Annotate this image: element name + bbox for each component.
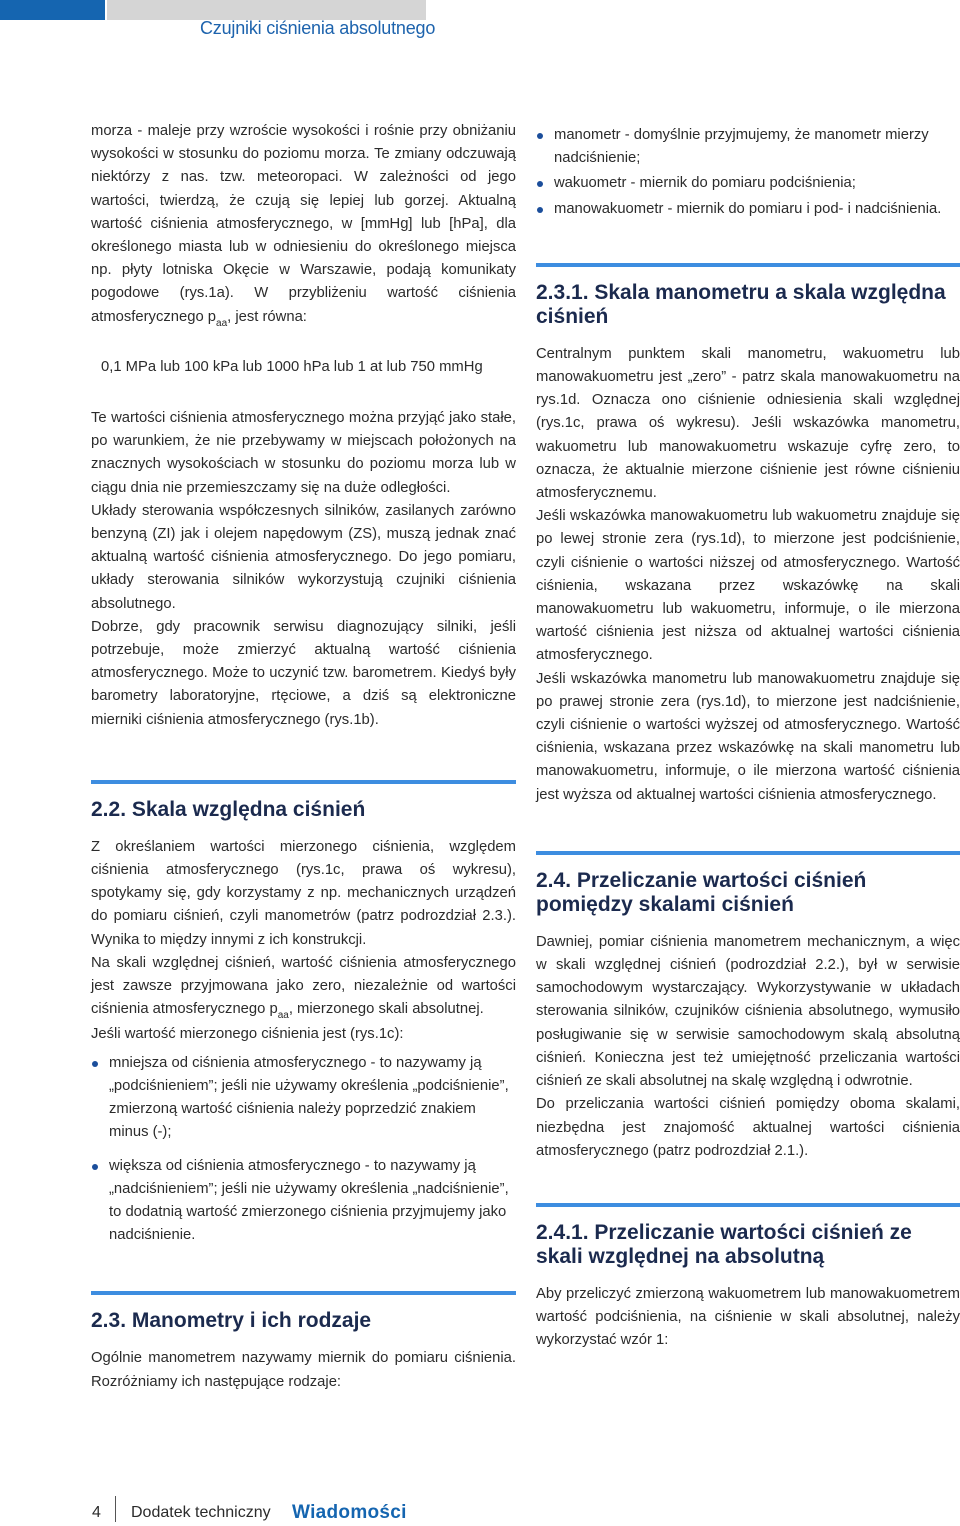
left-column bbox=[91, 120, 516, 1394]
section-rule bbox=[536, 263, 960, 267]
footer-brand-logo: Wiadomości bbox=[292, 1502, 407, 1523]
footer-title: Dodatek techniczny bbox=[131, 1504, 271, 1521]
section-rule bbox=[536, 1203, 960, 1207]
section-heading-2-2: 2.2. Skala względna ciśnień bbox=[91, 797, 366, 821]
section-rule bbox=[536, 851, 960, 855]
paragraph: Jeśli wskazówka manowakuometru lub wakuometru znajduje się po lewej stronie zera (rys.1d), to mierzone jest podciśnienie, czyli ciśnienie o wartości niższej od atmosferycznego. Wartość ciśnienia, wskazana przez wskazówkę na skali manowakuometru lub wakuometru, informuje, o ile mierzona wartość ciśnienia jest niższa od aktualnej wartości ciśnienia atmosferycznego. bbox=[536, 508, 960, 664]
paragraph: Ogólnie manometrem nazywamy miernik do pomiaru ciśnienia. Rozróżniamy ich następujące rodzaje: bbox=[91, 1350, 516, 1390]
paragraph: Dobrze, gdy pracownik serwisu diagnozujący silniki, jeśli potrzebuje, może zmierzyć aktualną wartość ciśnienia atmosferycznego. Może to uczynić tzw. barometrem. Kiedyś były barometry laboratoryjne, rtęciowe, a dziś są elektroniczne mierniki ciśnienia atmosferycznego (rys.1b). bbox=[91, 618, 516, 728]
section-rule bbox=[91, 1291, 516, 1295]
section-heading-2-4: 2.4. Przeliczanie wartości ciśnień pomiędzy skalami ciśnień bbox=[536, 868, 867, 916]
list-item: wakuometr - miernik do pomiaru podciśnienia; bbox=[536, 172, 960, 195]
paragraph: Aby przeliczyć zmierzoną wakuometrem lub manowakuometrem wartość podciśnienia, na ciśnienie w skali absolutnej, należy wykorzystać wzór 1: bbox=[536, 1285, 960, 1349]
page-footer bbox=[0, 1492, 960, 1526]
paragraph: Dawniej, pomiar ciśnienia manometrem mechanicznym, a więc w skali względnej ciśnień (podrozdział 2.2.), był w serwisie samochodowym wystarczający. Wykorzystywanie w układach sterowania silników, czujników ciśnienia absolutnego, wymusiło posługiwanie się w serwisie samochodowym skalą absolutną ciśnień. Konieczna jest też umiejętność przeliczania wartości ciśnień ze skali absolutnej na skalę względną i odwrotnie. bbox=[536, 933, 960, 1090]
paragraph bbox=[91, 120, 516, 330]
list-item: manometr - domyślnie przyjmujemy, że manometr mierzy nadciśnienie; bbox=[536, 124, 960, 170]
subscript: aa bbox=[277, 1010, 289, 1022]
paragraph-text: , mierzonego skali absolutnej. bbox=[288, 1001, 484, 1018]
formula: 0,1 MPa lub 100 kPa lub 1000 hPa lub 1 at lub 750 mmHg bbox=[101, 358, 483, 375]
footer-divider bbox=[115, 1496, 116, 1522]
subscript: aa bbox=[216, 317, 228, 329]
right-column bbox=[536, 120, 960, 1353]
paragraph: Jeśli wartość mierzonego ciśnienia jest (rys.1c): bbox=[91, 1025, 404, 1042]
list-item: mniejsza od ciśnienia atmosferycznego - to nazywamy ją „podciśnieniem”; jeśli nie używamy określenia „podciśnienie”, zmierzoną wartość ciśnienia należy poprzedzić znakiem minus (-); bbox=[91, 1052, 516, 1145]
header-tab-bar bbox=[0, 0, 426, 20]
bullet-list bbox=[536, 124, 960, 221]
paragraph-text: morza - maleje przy wzroście wysokości i rośnie przy obniżaniu wysokości w stosunku do poziomu morza. Te zmiany odczuwają niektórzy z nas. tzw. meteoropaci. W zależności od jego wartości, twierdzą, że czują się lepiej lub gorzej. Aktualną wartość ciśnienia atmosferycznego, w [mmHg] lub [hPa], dla określonego miasta lub w odniesieniu do określonego miejsca np. płyty lotniska Okęcie w Warszawie, podają komunikaty pogodowe (rys.1a). W przybliżeniu wartość ciśnienia atmosferycznego p bbox=[91, 123, 516, 325]
paragraph: Jeśli wskazówka manometru lub manowakuometru znajduje się po prawej stronie zera (rys.1d), to mierzone jest nadciśnienie, czyli ciśnienie o wartości wyższej od atmosferycznego. Wartość ciśnienia, wskazana przez wskazówkę na skali manometru lub manowakuometru, informuje, o ile mierzona wartość ciśnienia jest wyższa od aktualnej wartości ciśnienia atmosferycznego. bbox=[536, 670, 960, 803]
page-number: 4 bbox=[92, 1504, 101, 1521]
section-heading-2-3: 2.3. Manometry i ich rodzaje bbox=[91, 1309, 372, 1333]
paragraph: Z określaniem wartości mierzonego ciśnienia, względem ciśnienia atmosferycznego (rys.1c, prawa oś wykresu), spotykamy się, gdy korzystamy z np. mechanicznych urządzeń do pomiaru ciśnień, czyli manometrów (patrz podrozdział 2.3.). Wynika to między innymi z ich konstrukcji. bbox=[91, 838, 516, 948]
paragraph: Układy sterowania współczesnych silników, zasilanych zarówno benzyną (ZI) jak i olejem napędowym (ZS), muszą jednak znać aktualną wartość ciśnienia atmosferycznego. Do jego pomiaru, układy sterowania silników wykorzystują czujniki ciśnienia absolutnego. bbox=[91, 502, 516, 612]
section-rule bbox=[91, 780, 516, 784]
paragraph: Centralnym punktem skali manometru, wakuometru lub manowakuometru jest „zero” - patrz skala manowakuometru na rys.1d. Oznacza ono ciśnienie odniesienia skali względnej (rys.1c, prawa oś wykresu). Jeśli wskazówka manometru, wakuometru lub manowakuometru wskazuje cyfrę zero, to oznacza, że aktualnie mierzone ciśnienie jest równe ciśnieniu atmosferycznemu. bbox=[536, 345, 960, 502]
running-head: Czujniki ciśnienia absolutnego bbox=[200, 18, 436, 38]
paragraph-text: Na skali względnej ciśnień, wartość ciśnienia atmosferycznego jest zawsze przyjmowana jako zero, niezależnie od wartości ciśnienia atmosferycznego p bbox=[91, 954, 516, 1018]
paragraph bbox=[91, 952, 516, 1023]
paragraph: Do przeliczania wartości ciśnień pomiędzy oboma skalami, niezbędna jest znajomość aktualnej wartości ciśnienia atmosferycznego (patrz podrozdział 2.1.). bbox=[536, 1096, 960, 1159]
paragraph: Te wartości ciśnienia atmosferycznego można przyjąć jako stałe, po warunkiem, że nie przebywamy w miejscach położonych na znacznych wysokościach w stosunku do poziomu morza lub w ciągu dnia nie przemieszczamy się na duże odległości. bbox=[91, 410, 516, 496]
bullet-list bbox=[91, 1052, 516, 1248]
header-tab-blue bbox=[0, 0, 105, 20]
list-item: manowakuometr - miernik do pomiaru i pod- i nadciśnienia. bbox=[536, 198, 960, 221]
section-heading-2-4-1: 2.4.1. Przeliczanie wartości ciśnień ze skali względnej na absolutną bbox=[536, 1220, 912, 1268]
header-tab-gray bbox=[107, 0, 426, 20]
list-item: większa od ciśnienia atmosferycznego - to nazywamy ją „nadciśnieniem”; jeśli nie używamy określenia „nadciśnienie”, to dodatnią wartość zmierzonego ciśnienia przyjmujemy jako nadciśnienie. bbox=[91, 1155, 516, 1248]
section-heading-2-3-1: 2.3.1. Skala manometru a skala względna ciśnień bbox=[536, 280, 946, 328]
paragraph-text: , jest równa: bbox=[227, 308, 307, 325]
